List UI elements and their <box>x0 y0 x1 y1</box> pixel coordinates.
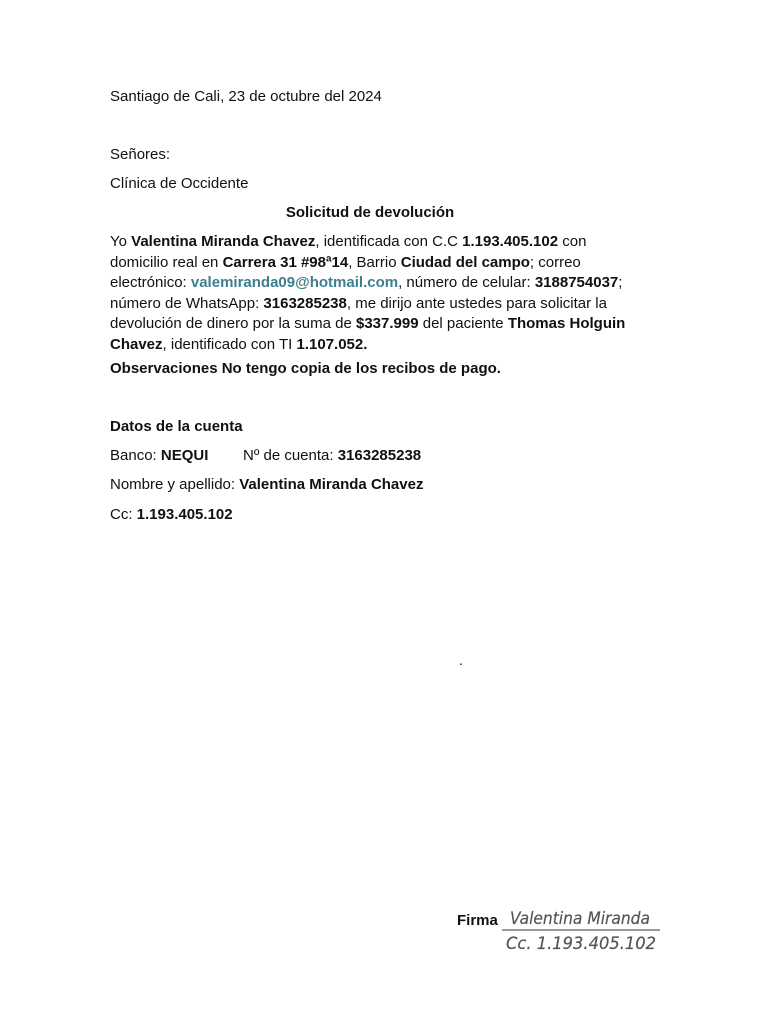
text: Yo <box>110 233 132 250</box>
patient-name: Thomas Holguin <box>507 315 626 333</box>
bank-row <box>110 446 208 466</box>
barrio: Ciudad del campo <box>400 253 530 271</box>
stray-dot: . <box>459 652 463 668</box>
holder-label: Nombre y apellido: <box>110 476 240 493</box>
address: Carrera 31 #98ª14 <box>222 253 349 271</box>
bank-label: Banco: <box>110 447 161 464</box>
firma-label: Firma <box>457 912 498 929</box>
handwritten-signature <box>500 900 670 960</box>
email-link[interactable]: valemiranda09@hotmail.com <box>190 274 399 292</box>
place-date: Santiago de Cali, 23 de octubre del 2024 <box>110 88 382 105</box>
requester-cc: 1.193.405.102 <box>462 233 559 250</box>
body-line-1 <box>110 232 670 253</box>
account-number-row <box>243 446 421 466</box>
signature-line-1: Valentina Miranda <box>510 909 650 929</box>
observaciones: Observaciones No tengo copia de los recibos de pago. <box>110 360 501 377</box>
holder-name: Valentina Miranda Chavez <box>239 476 424 493</box>
text: , identificada con C.C <box>315 233 463 250</box>
body-line-3 <box>110 273 670 294</box>
text: devolución de dinero por la suma de <box>110 315 356 333</box>
cc-row <box>110 505 233 525</box>
salutation: Señores: <box>110 146 171 163</box>
body-line-6 <box>110 335 670 356</box>
text: ; <box>618 274 623 292</box>
text: con <box>558 233 587 250</box>
text: número de WhatsApp: <box>110 294 264 312</box>
body-line-5 <box>110 314 670 335</box>
recipient: Clínica de Occidente <box>110 175 249 192</box>
letter-title: Solicitud de devolución <box>285 204 455 221</box>
text: del paciente <box>418 315 508 333</box>
text: electrónico: <box>110 274 191 292</box>
text: , me dirijo ante ustedes para solicitar la <box>346 294 607 312</box>
letter-body <box>110 232 670 356</box>
text: , identificado con TI <box>162 335 297 353</box>
text: ; correo <box>529 253 581 271</box>
body-line-4 <box>110 294 670 315</box>
account-label: Nº de cuenta: <box>243 447 338 464</box>
account-number: 3163285238 <box>337 447 422 464</box>
amount: $337.999 <box>356 315 419 333</box>
cc-label: Cc: <box>110 506 137 523</box>
cellphone: 3188754037 <box>534 274 619 292</box>
body-line-2 <box>110 253 670 274</box>
bank-name: NEQUI <box>160 447 209 464</box>
text: , Barrio <box>348 253 401 271</box>
text: domicilio real en <box>110 253 223 271</box>
signature-line-2: Cc. 1.193.405.102 <box>506 934 656 954</box>
whatsapp: 3163285238 <box>263 294 347 312</box>
text: , número de celular: <box>398 274 535 292</box>
patient-surname: Chavez <box>110 335 163 353</box>
holder-row <box>110 475 423 495</box>
account-heading: Datos de la cuenta <box>110 418 243 435</box>
cc-number: 1.193.405.102 <box>136 506 233 523</box>
patient-ti: 1.107.052. <box>296 335 368 353</box>
requester-name: Valentina Miranda Chavez <box>131 233 316 250</box>
